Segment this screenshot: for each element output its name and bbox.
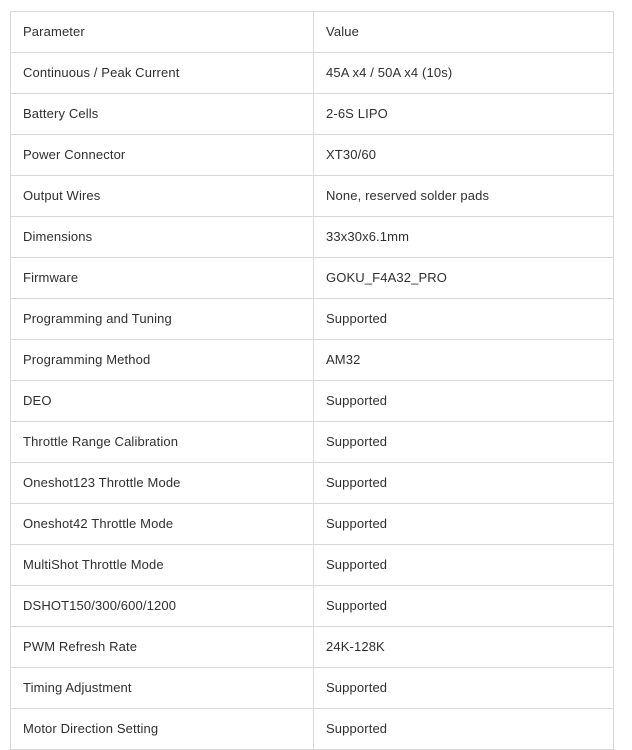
cell-parameter: Firmware [11,258,314,299]
table-row [11,709,614,750]
cell-parameter: Dimensions [11,217,314,258]
cell-value: 2-6S LIPO [314,94,614,135]
cell-value: None, reserved solder pads [314,176,614,217]
cell-parameter: Output Wires [11,176,314,217]
table-row [11,504,614,545]
cell-parameter: Power Connector [11,135,314,176]
cell-value: 24K-128K [314,627,614,668]
table-header-row [11,12,614,53]
table-row [11,53,614,94]
table-row [11,381,614,422]
table-row [11,422,614,463]
cell-parameter: Timing Adjustment [11,668,314,709]
cell-parameter: DEO [11,381,314,422]
table-row [11,299,614,340]
cell-value: GOKU_F4A32_PRO [314,258,614,299]
cell-value: 45A x4 / 50A x4 (10s) [314,53,614,94]
cell-value: Supported [314,463,614,504]
cell-value: Supported [314,299,614,340]
table-row [11,668,614,709]
table-row [11,340,614,381]
cell-parameter: PWM Refresh Rate [11,627,314,668]
cell-parameter: MultiShot Throttle Mode [11,545,314,586]
column-header-value: Value [314,12,614,53]
table-row [11,258,614,299]
cell-value: Supported [314,422,614,463]
table-row [11,94,614,135]
column-header-parameter: Parameter [11,12,314,53]
cell-value: Supported [314,381,614,422]
cell-value: Supported [314,504,614,545]
table-body [11,53,614,750]
specification-table [10,11,614,750]
table-row [11,176,614,217]
cell-parameter: Continuous / Peak Current [11,53,314,94]
cell-value: 33x30x6.1mm [314,217,614,258]
cell-parameter: Oneshot123 Throttle Mode [11,463,314,504]
table-header [11,12,614,53]
table-row [11,135,614,176]
cell-value: XT30/60 [314,135,614,176]
cell-value: Supported [314,545,614,586]
cell-value: Supported [314,668,614,709]
cell-parameter: Oneshot42 Throttle Mode [11,504,314,545]
cell-value: AM32 [314,340,614,381]
table-row [11,463,614,504]
table-row [11,545,614,586]
cell-parameter: Programming and Tuning [11,299,314,340]
cell-parameter: Throttle Range Calibration [11,422,314,463]
cell-parameter: Battery Cells [11,94,314,135]
cell-value: Supported [314,709,614,750]
cell-value: Supported [314,586,614,627]
cell-parameter: Motor Direction Setting [11,709,314,750]
table-row [11,217,614,258]
table-row [11,586,614,627]
cell-parameter: Programming Method [11,340,314,381]
cell-parameter: DSHOT150/300/600/1200 [11,586,314,627]
table-row [11,627,614,668]
specification-table-container [10,11,613,750]
